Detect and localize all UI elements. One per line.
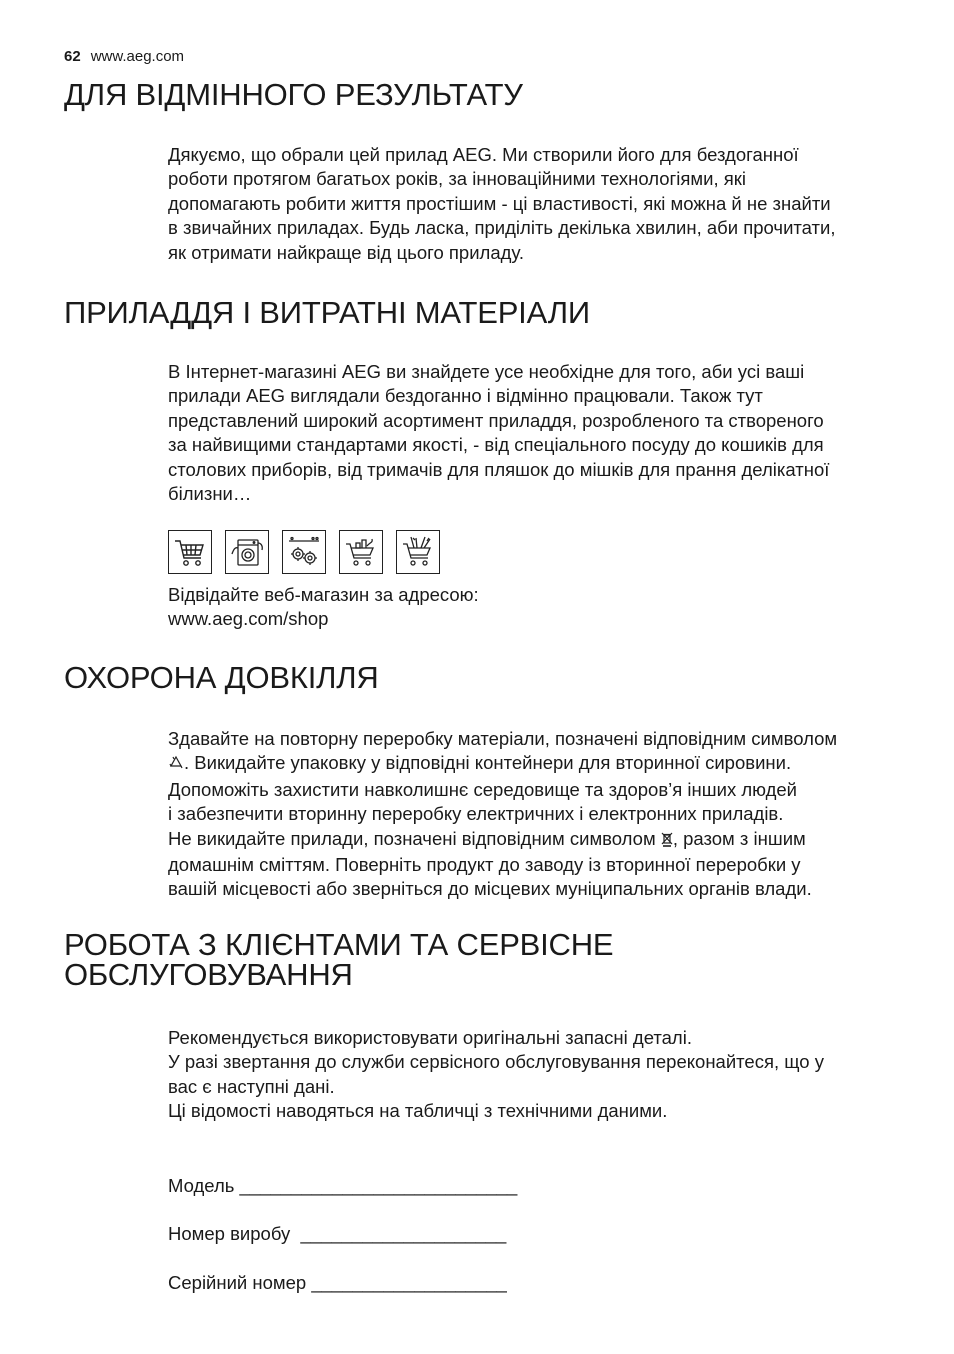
text-line: В Інтернет-магазині AEG ви знайдете усе необхідне для того, аби усі ваші <box>168 361 805 382</box>
text-line: Відвідайте веб-магазин за адресою: <box>168 584 479 605</box>
text-line: представлений широкий асортимент приладдя, розробленого та створеного <box>168 409 824 431</box>
section-title-environment: ОХОРОНА ДОВКІЛЛЯ <box>64 660 379 695</box>
text-span: . Викидайте упаковку у відповідні контейнери для вторинної сировини. <box>184 752 792 774</box>
section-title-excellent-result: ДЛЯ ВІДМІННОГО РЕЗУЛЬТАТУ <box>64 77 523 112</box>
text-line: як отримати найкраще від цього приладу. <box>168 241 524 263</box>
text-line: Допоможіть захистити навколишнє середовище та здоров’я інших людей <box>168 778 798 800</box>
text-line: допомагають робити життя простішим - ці властивості, які можна й не знайти <box>168 192 831 214</box>
serial-number-field: Серійний номер ___________________ <box>168 1272 507 1293</box>
text-span: Не викидайте прилади, позначені відповідним символом <box>168 827 661 849</box>
text-line: Ці відомості наводяться на табличці з технічними даними. <box>168 1100 668 1122</box>
text-line: вашій місцевості або зверніться до місцевих муніципальних органів влади. <box>168 878 812 900</box>
page-number: 62 <box>64 48 81 65</box>
text-line: і забезпечити вторинну переробку електричних і електронних приладів. <box>168 803 784 825</box>
section-title-customer-service <box>64 927 614 992</box>
text-line: Рекомендується використовувати оригінальні запасні деталі. <box>168 1027 692 1048</box>
title-line: ОБСЛУГОВУВАННЯ <box>64 957 353 992</box>
recycle-icon <box>168 753 184 777</box>
text-line <box>168 827 918 853</box>
text-line: білизни… <box>168 483 252 505</box>
text-line: прилади AEG виглядали бездоганно і відмінно працювали. Також тут <box>168 385 763 407</box>
text-line: роботи протягом багатьох років, за інноваційними технологіями, які <box>168 168 746 190</box>
section-body-environment <box>168 727 918 902</box>
section-body-excellent-result <box>168 143 918 265</box>
site-url: www.aeg.com <box>90 48 185 65</box>
text-line: Здавайте на повторну переробку матеріали, позначені відповідним символом <box>168 728 838 749</box>
product-number-field: Номер виробу ____________________ <box>168 1223 507 1244</box>
page-header <box>64 48 184 66</box>
shop-visit-text <box>168 583 918 632</box>
text-span: , разом з іншим <box>672 827 806 849</box>
section-body-accessories <box>168 360 918 506</box>
text-line <box>168 751 918 777</box>
text-line: домашнім сміттям. Поверніть продукт до заводу із вторинної переробки у <box>168 854 801 876</box>
washing-machine-care-icon <box>225 530 269 574</box>
crossed-bin-icon <box>661 829 673 853</box>
cart-utensils-icon <box>396 530 440 574</box>
text-line: за найвищими стандартами якості, - від спеціального посуду до кошиків для <box>168 434 824 456</box>
model-field: Модель ___________________________ <box>168 1175 518 1196</box>
text-line: вас є наступні дані. <box>168 1075 335 1097</box>
title-line: РОБОТА З КЛІЄНТАМИ ТА СЕРВІСНЕ <box>64 927 614 962</box>
cart-cleaning-products-icon <box>339 530 383 574</box>
section-title-accessories: ПРИЛАДДЯ І ВИТРАТНІ МАТЕРІАЛИ <box>64 295 590 330</box>
section-body-customer-service <box>168 1026 918 1124</box>
text-line: в звичайних приладах. Будь ласка, приділіть декілька хвилин, аби прочитати, <box>168 217 836 239</box>
text-line: Дякуємо, що обрали цей прилад AEG. Ми створили його для бездоганної <box>168 144 799 165</box>
text-line: столових приборів, від тримачів для пляшок до мішків для прання делікатної <box>168 458 830 480</box>
shop-url: www.aeg.com/shop <box>168 608 329 630</box>
appliance-settings-icon <box>282 530 326 574</box>
text-line: У разі звертання до служби сервісного обслуговування переконайтеся, що у <box>168 1051 824 1073</box>
shopping-cart-icon <box>168 530 212 574</box>
